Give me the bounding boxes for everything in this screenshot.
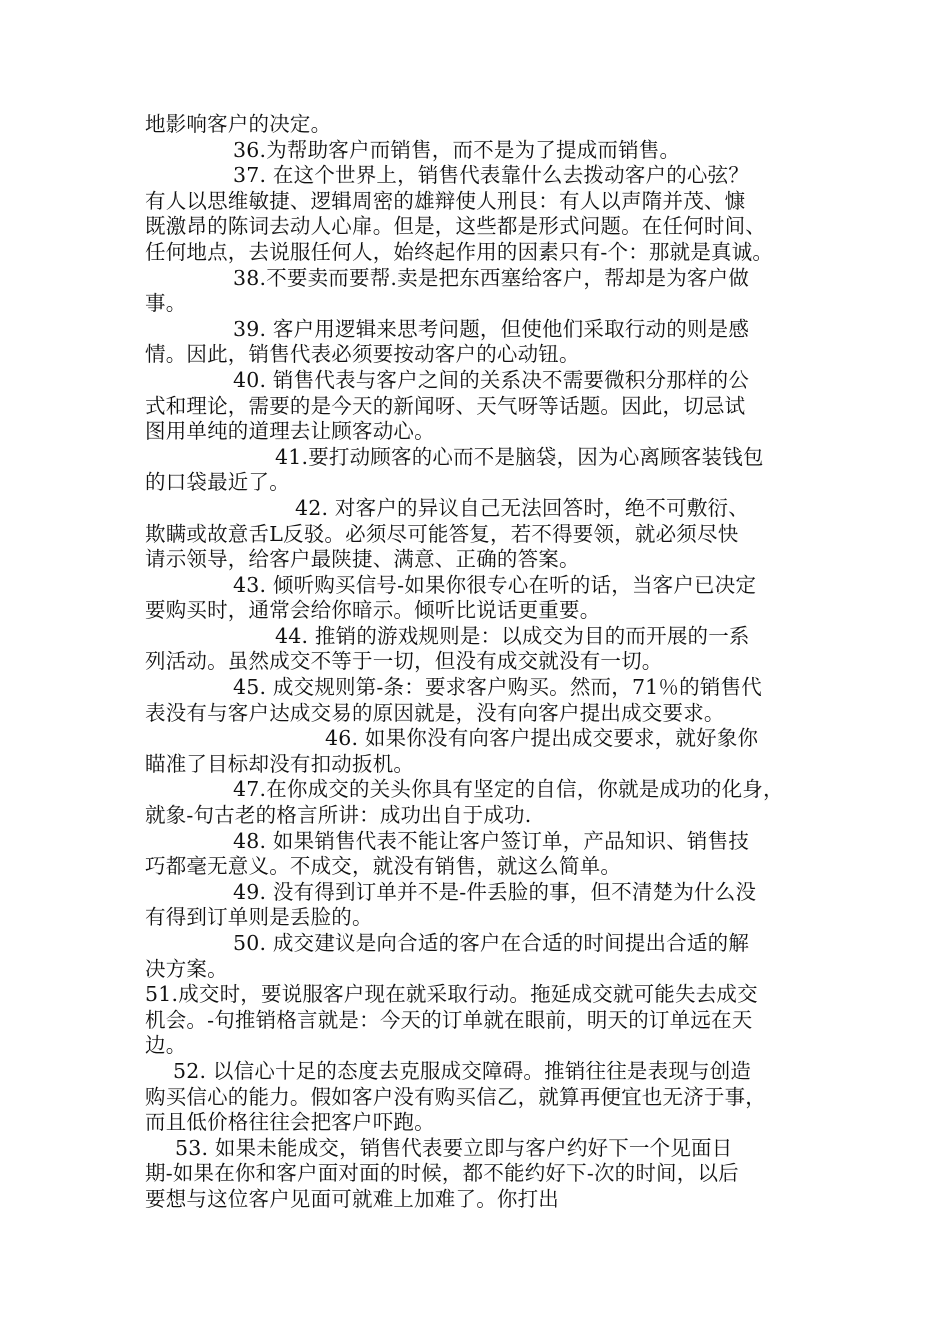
paragraph-52: 52. 以信心十足的态度去克服成交障碍。推销往往是表现与创造 xyxy=(173,1058,752,1083)
text-line: 有得到订单则是丢脸的。 xyxy=(145,905,373,930)
paragraph-49: 49. 没有得到订单并不是-件丢脸的事，但不清楚为什么没 xyxy=(233,879,757,904)
paragraph-46: 46. 如果你没有向客户提出成交要求，就好象你 xyxy=(325,726,759,751)
text-line: 期-如果在你和客户面对面的时候，都不能约好下-次的时间，以后 xyxy=(145,1161,739,1186)
text-line: 式和理论，需要的是今天的新闻呀、天气呀等话题。因此，切忌试 xyxy=(145,393,746,418)
paragraph-37: 37. 在这个世界上，销售代表靠什么去拨动客户的心弦？ xyxy=(233,163,750,188)
text-line: 情。因此，销售代表必须要按动客户的心动钮。 xyxy=(145,342,580,367)
paragraph-38: 38.不要卖而要帮.卖是把东西塞给客户，帮却是为客户做 xyxy=(233,265,750,290)
paragraph-36: 36.为帮助客户而销售，而不是为了提成而销售。 xyxy=(233,137,681,162)
paragraph-50: 50. 成交建议是向合适的客户在合适的时间提出合适的解 xyxy=(233,931,750,955)
paragraph-40: 40. 销售代表与客户之间的关系决不需要微积分那样的公 xyxy=(233,367,750,392)
text-line: 事。 xyxy=(145,291,187,316)
text-line: 就象-句古老的格言所讲：成功出自于成功. xyxy=(145,803,532,828)
text-line: 任何地点，去说服任何人，始终起作用的因素只有-个：那就是真诚。 xyxy=(145,239,774,264)
text-line: 决方案。 xyxy=(145,956,228,981)
paragraph-42: 42. 对客户的异议自己无法回答时，绝不可敷衍、 xyxy=(295,495,749,520)
paragraph-44: 44. 推销的游戏规则是：以成交为目的而开展的一系 xyxy=(275,623,750,648)
text-line: 的口袋最近了。 xyxy=(145,470,290,495)
text-line: 要购买时，通常会给你暗示。倾听比说话更重要。 xyxy=(145,598,601,623)
paragraph-45: 45. 成交规则第-条：要求客户购买。然而，71％的销售代 xyxy=(233,675,762,700)
text-line: 购买信心的能力。假如客户没有购买信乙，就算再便宜也无济于事， xyxy=(145,1084,766,1109)
text-line: 机会。-句推销格言就是：今天的订单就在眼前，明天的订单远在天 xyxy=(145,1007,753,1032)
paragraph-41: 41.要打动顾客的心而不是脑袋，因为心离顾客装钱包 xyxy=(275,444,764,469)
text-line: 瞄准了目标却没有扣动扳机。 xyxy=(145,751,415,776)
text-line: 请示领导，给客户最陕捷、满意、正确的答案。 xyxy=(145,547,580,572)
text-line: 图用单纯的道理去让顾客动心。 xyxy=(145,419,435,444)
text-line: 巧都毫无意义。不成交，就没有销售，就这么简单。 xyxy=(145,854,622,879)
text-line: 列活动。虽然成交不等于一切，但没有成交就没有一切。 xyxy=(145,649,663,674)
paragraph-39: 39. 客户用逻辑来思考问题，但使他们采取行动的则是感 xyxy=(233,316,750,341)
text-line: 表没有与客户达成交易的原因就是，没有向客户提出成交要求。 xyxy=(145,700,725,725)
paragraph-47: 47.在你成交的关头你具有坚定的自信，你就是成功的化身， xyxy=(233,777,784,802)
paragraph-51: 51.成交时，要说服客户现在就采取行动。拖延成交就可能失去成交 xyxy=(145,982,758,1007)
text-line: 地影响客户的决定。 xyxy=(145,112,332,136)
paragraph-43: 43. 倾听购买信号-如果你很专心在听的话，当客户已决定 xyxy=(233,572,757,597)
text-line: 欺瞒或故意舌L反驳。必须尽可能答复，若不得要领，就必须尽快 xyxy=(145,521,739,546)
text-line: 而且低价格往往会把客户吓跑。 xyxy=(145,1110,435,1135)
text-line: 要想与这位客户见面可就难上加难了。你打出 xyxy=(145,1186,559,1211)
paragraph-48: 48. 如果销售代表不能让客户签订单，产品知识、销售技 xyxy=(233,828,750,853)
text-line: 既激昂的陈词去动人心扉。但是，这些都是形式问题。在任何时间、 xyxy=(145,214,766,239)
text-line: 边。 xyxy=(145,1033,187,1058)
text-line: 有人以思维敏捷、逻辑周密的雄辩使人刑艮：有人以声隋并茂、慷 xyxy=(145,188,746,213)
document-body xyxy=(145,112,825,1213)
paragraph-53: 53. 如果未能成交，销售代表要立即与客户约好下一个见面日 xyxy=(175,1135,733,1160)
